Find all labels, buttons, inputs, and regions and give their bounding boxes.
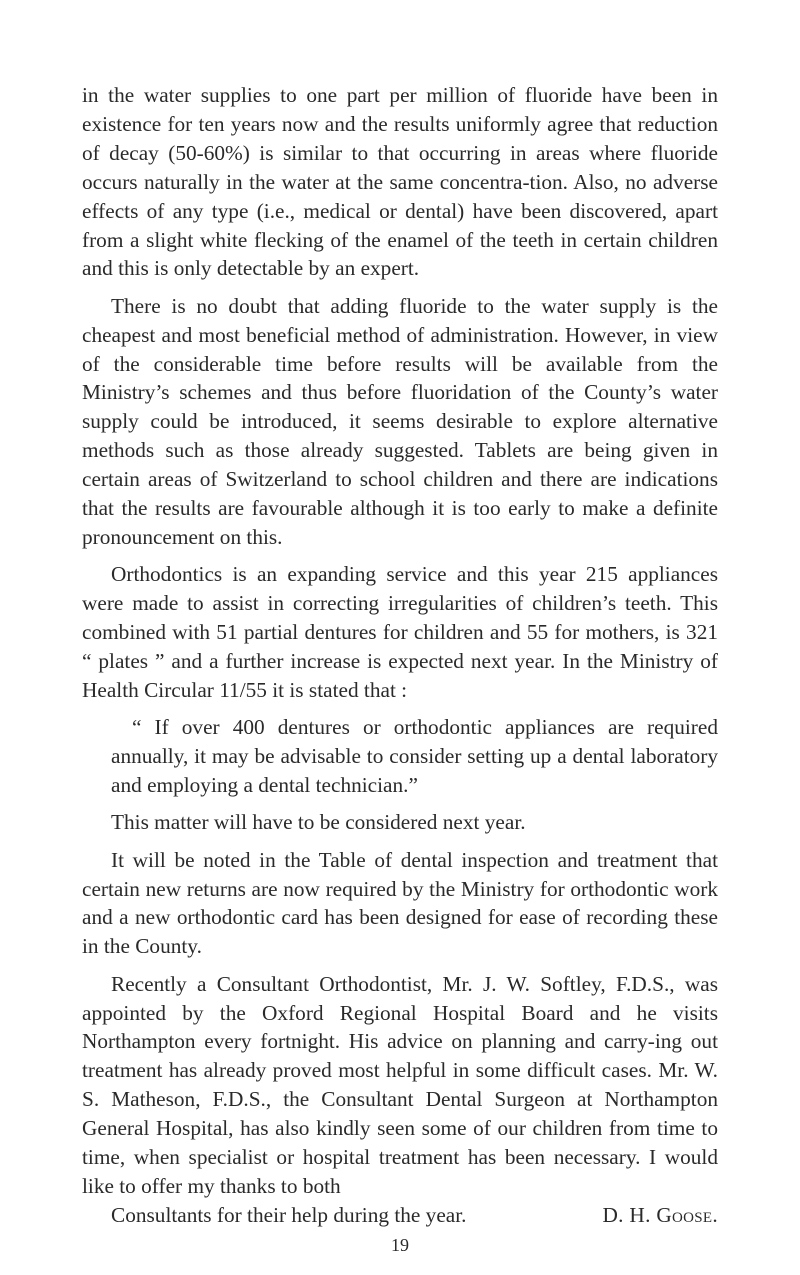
paragraph-orthodontic-card: It will be noted in the Table of dental inspection and treatment that certain new returns are now required by the Ministry for orthodontic work and a new orthodontic card has been designed for ease of recording these in the County. xyxy=(82,847,718,959)
paragraph-fluoride-results: in the water supplies to one part per million of fluoride have been in existence for ten years now and the results uniformly agree that reduction of decay (50-60%) is similar to that occurring in areas where fluoride occurs naturally in the water at the same concentra-tion. Also, no adverse effects of any type (i.e., medical or dental) have been discovered, apart from a slight white flecking of the enamel of the teeth in certain children and this is only detectable by an expert. xyxy=(82,83,718,281)
paragraph-fluoride-methods: There is no doubt that adding fluoride to the water supply is the cheapest and most beneficial method of administration. However, in view of the considerable time before results will be available from the Ministry’s schemes and thus before fluoridation of the County’s water supply could be introduced, it seems desirable to explore alternative methods such as those already suggested. Tablets are being given in certain areas of Switzerland to school children and there are indications that the results are favourable although it is too early to make a definite pronouncement on this. xyxy=(82,293,718,549)
closing-line xyxy=(82,1201,718,1230)
closing-text: Consultants for their help during the year. xyxy=(111,1202,467,1227)
circular-quotation: “ If over 400 dentures or orthodontic appliances are required annually, it may be advisable to consider setting up a dental laboratory and employing a dental technician.” xyxy=(111,715,718,798)
page-number: 19 xyxy=(391,1235,409,1255)
document-body xyxy=(82,81,718,1230)
paragraph-consultants xyxy=(82,970,718,1230)
paragraph-orthodontics: Orthodontics is an expanding service and this year 215 appliances were made to assist in correcting irregularities of children’s teeth. This combined with 51 partial dentures for children and 55 for mothers, is 321 “ plates ” and a further increase is expected next year. In the Ministry of Health Circular 11/55 it is stated that : xyxy=(82,562,718,702)
consultants-text: Recently a Consultant Orthodontist, Mr. J. W. Softley, F.D.S., was appointed by the Oxford Regional Hospital Board and he visits Northampton every fortnight. His advice on planning and carry-ing out treatment has already proved most helpful in some difficult cases. Mr. W. S. Matheson, F.D.S., the Consultant Dental Surgeon at Northampton General Hospital, has also kindly seen some of our children from time to time, when specialist or hospital treatment has been necessary. I would like to offer my thanks to both xyxy=(82,971,718,1198)
paragraph-next-year: This matter will have to be considered next year. xyxy=(111,810,526,835)
author-signature: D. H. Goose. xyxy=(602,1202,718,1227)
